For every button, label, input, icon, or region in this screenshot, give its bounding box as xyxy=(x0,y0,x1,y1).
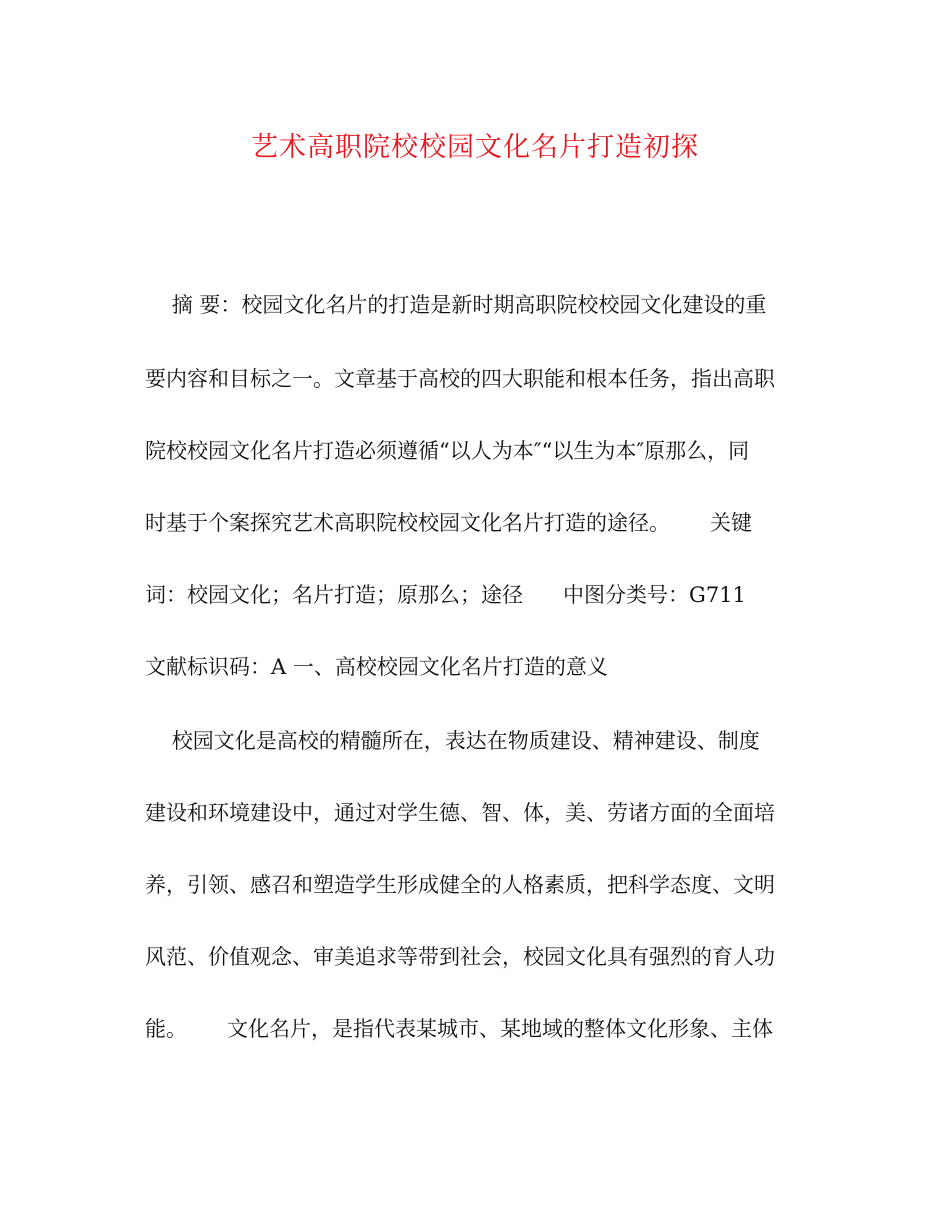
body-line-1: 摘 要：校园文化名片的打造是新时期高职院校校园文化建设的重 xyxy=(145,293,767,317)
body-line-11: 能。 文化名片，是指代表某城市、某地域的整体文化形象、主体 xyxy=(145,1017,774,1041)
body-line-8: 建设和环境建设中，通过对学生德、智、体，美、劳诸方面的全面培 xyxy=(145,801,775,825)
body-line-4: 时基于个案探究艺术高职院校校园文化名片打造的途径。 关键 xyxy=(145,511,753,535)
body-line-3: 院校校园文化名片打造必须遵循“以人为本″“以生为本″原那么，同 xyxy=(145,439,750,463)
body-line-7: 校园文化是高校的精髓所在，表达在物质建设、精神建设、制度 xyxy=(145,729,760,753)
body-line-10: 风范、价值观念、审美追求等带到社会，校园文化具有强烈的育人功 xyxy=(145,945,775,969)
body-line-2: 要内容和目标之一。文章基于高校的四大职能和根本任务，指出高职 xyxy=(145,367,775,391)
document-title: 艺术高职院校校园文化名片打造初探 xyxy=(251,132,699,163)
body-line-9: 养，引领、感召和塑造学生形成健全的人格素质，把科学态度、文明 xyxy=(145,873,775,897)
body-line-6: 文献标识码：A 一、高校校园文化名片打造的意义 xyxy=(145,655,608,679)
body-line-5: 词：校园文化；名片打造；原那么；途径 中图分类号：G711 xyxy=(145,583,746,607)
